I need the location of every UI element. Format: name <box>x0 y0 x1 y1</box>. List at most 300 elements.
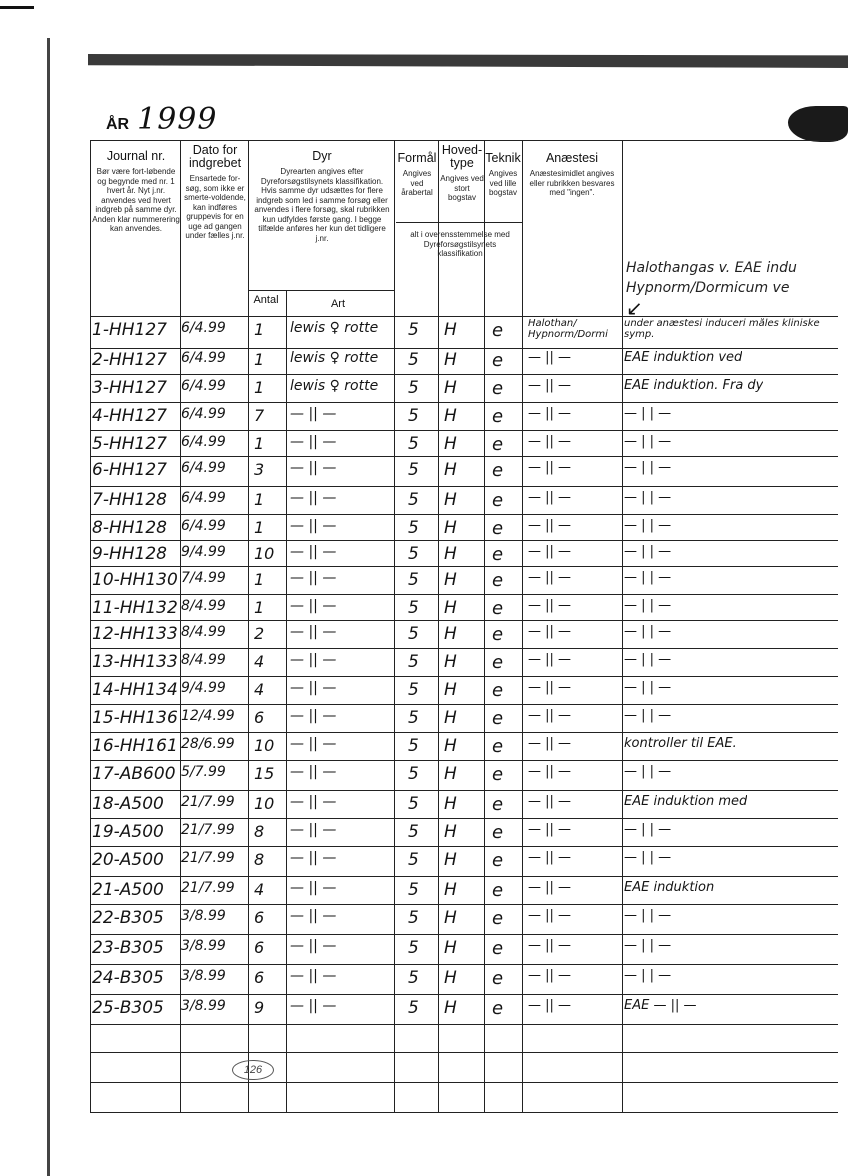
header-teknik-title: Teknik <box>485 151 521 165</box>
technique-code: e <box>492 406 504 427</box>
grid-hline <box>90 876 838 877</box>
species: — || — <box>290 570 337 586</box>
grid-hline <box>90 1112 838 1113</box>
purpose-code: 5 <box>408 764 419 784</box>
header-shared-note <box>400 230 520 259</box>
main-type-code: H <box>444 708 457 728</box>
anaesthesia: — || — <box>528 880 572 895</box>
grid-hline <box>90 704 838 705</box>
main-type-code: H <box>444 938 457 958</box>
grid-hline <box>90 964 838 965</box>
main-type-code: H <box>444 320 457 340</box>
technique-code: e <box>492 822 504 843</box>
header-teknik-desc: Angives ved lille bogstav <box>488 169 518 197</box>
anaesthesia: — || — <box>528 708 572 723</box>
anaesthesia: — || — <box>528 434 572 449</box>
animal-count: 1 <box>254 320 265 339</box>
remark: kontroller til EAE. <box>624 736 737 751</box>
remark: — | | — <box>624 968 672 983</box>
grid-vline <box>522 140 523 1112</box>
header-anaestesi <box>524 152 620 198</box>
total-antal: 126 <box>232 1060 274 1080</box>
animal-count: 1 <box>254 434 265 453</box>
anaesthesia: — || — <box>528 908 572 923</box>
remark: under anæstesi induceri måles kliniske symp. <box>624 318 820 340</box>
remark: — | | — <box>624 434 672 449</box>
species: — || — <box>290 908 337 924</box>
procedure-date: 7/4.99 <box>181 570 226 586</box>
journal-number: 7-HH128 <box>92 490 167 510</box>
grid-hline <box>90 140 838 141</box>
anaesthesia: — || — <box>528 968 572 983</box>
purpose-code: 5 <box>408 406 419 426</box>
procedure-date: 3/8.99 <box>181 908 226 924</box>
grid-hline <box>90 1024 838 1025</box>
journal-number: 23-B305 <box>92 938 164 958</box>
remark: EAE induktion. Fra dy <box>624 378 764 393</box>
remark: EAE induktion med <box>624 794 748 809</box>
animal-count: 1 <box>254 350 265 369</box>
technique-code: e <box>492 850 504 871</box>
animal-count: 1 <box>254 570 265 589</box>
main-type-code: H <box>444 680 457 700</box>
purpose-code: 5 <box>408 460 419 480</box>
procedure-date: 6/4.99 <box>181 378 226 394</box>
remark: — | | — <box>624 908 672 923</box>
species: — || — <box>290 652 337 668</box>
technique-code: e <box>492 938 504 959</box>
technique-code: e <box>492 518 504 539</box>
grid-hline <box>90 566 838 567</box>
main-type-code: H <box>444 460 457 480</box>
remark: — | | — <box>624 406 672 421</box>
anaesthesia: — || — <box>528 544 572 559</box>
purpose-code: 5 <box>408 652 419 672</box>
grid-vline <box>248 140 249 1112</box>
journal-number: 1-HH127 <box>92 320 167 340</box>
remark: — | | — <box>624 518 672 533</box>
animal-count: 6 <box>254 908 265 927</box>
purpose-code: 5 <box>408 544 419 564</box>
header-dyr-title: Dyr <box>312 149 332 163</box>
remark: — | | — <box>624 708 672 723</box>
anaesthesia: — || — <box>528 794 572 809</box>
grid-hline <box>90 402 838 403</box>
header-dyr <box>252 150 392 243</box>
species: — || — <box>290 794 337 810</box>
technique-code: e <box>492 908 504 929</box>
purpose-code: 5 <box>408 794 419 814</box>
scan-page-edge <box>47 38 50 1176</box>
procedure-date: 21/7.99 <box>181 822 235 838</box>
header-shared-note-text: alt i overensstemmelse med Dyreforsøgstilsynets klassifikation <box>410 230 510 258</box>
purpose-code: 5 <box>408 680 419 700</box>
remark-header-note: Halothangas v. EAE indu Hypnorm/Dormicum ve <box>626 260 797 296</box>
main-type-code: H <box>444 794 457 814</box>
procedure-date: 6/4.99 <box>181 490 226 506</box>
procedure-date: 28/6.99 <box>181 736 235 752</box>
anaesthesia: — || — <box>528 764 572 779</box>
technique-code: e <box>492 378 504 399</box>
main-type-code: H <box>444 598 457 618</box>
grid-hline <box>90 760 838 761</box>
species: — || — <box>290 490 337 506</box>
remark: EAE induktion ved <box>624 350 743 365</box>
species: lewis ♀ rotte <box>290 350 379 366</box>
anaesthesia: — || — <box>528 680 572 695</box>
journal-number: 15-HH136 <box>92 708 178 728</box>
grid-vline <box>90 140 91 1112</box>
animal-count: 10 <box>254 544 275 563</box>
header-formal-desc: Angives ved årabertal <box>401 169 433 197</box>
procedure-date: 6/4.99 <box>181 434 226 450</box>
species: — || — <box>290 822 337 838</box>
procedure-date: 3/8.99 <box>181 968 226 984</box>
header-dato-title: Dato for indgrebet <box>188 143 242 170</box>
journal-number: 20-A500 <box>92 850 164 870</box>
remark: EAE induktion <box>624 880 715 895</box>
animal-count: 10 <box>254 736 275 755</box>
grid-vline <box>622 140 623 1112</box>
procedure-date: 5/7.99 <box>181 764 226 780</box>
journal-number: 11-HH132 <box>92 598 178 618</box>
journal-number: 14-HH134 <box>92 680 178 700</box>
procedure-date: 21/7.99 <box>181 880 235 896</box>
purpose-code: 5 <box>408 968 419 988</box>
header-dyr-desc: Dyrearten angives efter Dyreforsøgstilsynets klassifikation. Hvis samme dyr udsættes for flere indgreb som led i samme forsøg eller anvendes i flere forsøg, skal rubrikken kun udfyldes første gang. I begge tilfælde anføres her kun det tidligere j.nr. <box>254 167 390 243</box>
remark: — | | — <box>624 490 672 505</box>
main-type-code: H <box>444 518 457 538</box>
grid-hline <box>90 846 838 847</box>
grid-hline <box>90 456 838 457</box>
header-journal <box>92 150 180 234</box>
procedure-date: 6/4.99 <box>181 518 226 534</box>
procedure-date: 21/7.99 <box>181 850 235 866</box>
purpose-code: 5 <box>408 570 419 590</box>
main-type-code: H <box>444 490 457 510</box>
header-antal: Antal <box>253 294 279 306</box>
anaesthesia: — || — <box>528 350 572 365</box>
anaesthesia: Halothan/ Hypnorm/Dormi <box>528 318 608 340</box>
grid-vline <box>286 290 287 1112</box>
main-type-code: H <box>444 908 457 928</box>
header-journal-title: Journal nr. <box>106 149 166 163</box>
grid-hline <box>90 316 838 317</box>
procedure-date: 12/4.99 <box>181 708 235 724</box>
procedure-date: 6/4.99 <box>181 460 226 476</box>
purpose-code: 5 <box>408 598 419 618</box>
animal-count: 2 <box>254 624 265 643</box>
technique-code: e <box>492 320 504 341</box>
grid-hline <box>90 348 838 349</box>
animal-count: 8 <box>254 850 265 869</box>
remark: — | | — <box>624 822 672 837</box>
animal-count: 7 <box>254 406 265 425</box>
animal-count: 4 <box>254 680 265 699</box>
journal-number: 3-HH127 <box>92 378 167 398</box>
technique-code: e <box>492 350 504 371</box>
main-type-code: H <box>444 736 457 756</box>
species: — || — <box>290 736 337 752</box>
procedure-date: 3/8.99 <box>181 998 226 1014</box>
remark: — | | — <box>624 570 672 585</box>
remark: EAE — || — <box>624 998 697 1013</box>
technique-code: e <box>492 624 504 645</box>
grid-hline <box>90 1082 838 1083</box>
procedure-date: 9/4.99 <box>181 544 226 560</box>
journal-number: 13-HH133 <box>92 652 178 672</box>
animal-count: 1 <box>254 490 265 509</box>
header-journal-desc: Bør være fort-løbende og begynde med nr. 1 hvert år. Nyt j.nr. anvendes ved hvert indgreb på samme dyr. Anden klar nummerering kan anvendes. <box>92 167 180 233</box>
animal-count: 4 <box>254 880 265 899</box>
main-type-code: H <box>444 378 457 398</box>
technique-code: e <box>492 652 504 673</box>
header-formal <box>396 152 438 198</box>
header-art: Art <box>330 298 346 310</box>
anaesthesia: — || — <box>528 850 572 865</box>
animal-count: 3 <box>254 460 265 479</box>
main-type-code: H <box>444 764 457 784</box>
purpose-code: 5 <box>408 490 419 510</box>
species: lewis ♀ rotte <box>290 378 379 394</box>
header-hovedtype-title: Hoved-type <box>441 143 483 170</box>
technique-code: e <box>492 764 504 785</box>
header-dato-desc: Ensartede for-søg, som ikke er smerte-voldende, kan indføres gruppevis for en uge ad gangen under fælles j.nr. <box>184 174 246 240</box>
animal-count: 6 <box>254 938 265 957</box>
journal-number: 19-A500 <box>92 822 164 842</box>
journal-number: 21-A500 <box>92 880 164 900</box>
species: — || — <box>290 850 337 866</box>
grid-hline <box>90 430 838 431</box>
anaesthesia: — || — <box>528 490 572 505</box>
procedure-date: 6/4.99 <box>181 320 226 336</box>
purpose-code: 5 <box>408 850 419 870</box>
scan-corner-mark <box>0 6 34 9</box>
grid-hline <box>90 1052 838 1053</box>
species: — || — <box>290 880 337 896</box>
anaesthesia: — || — <box>528 822 572 837</box>
animal-count: 8 <box>254 822 265 841</box>
header-dato <box>182 144 248 241</box>
species: — || — <box>290 434 337 450</box>
journal-number: 6-HH127 <box>92 460 167 480</box>
technique-code: e <box>492 598 504 619</box>
journal-number: 24-B305 <box>92 968 164 988</box>
technique-code: e <box>492 998 504 1019</box>
header-anaestesi-title: Anæstesi <box>545 151 599 165</box>
animal-count: 6 <box>254 708 265 727</box>
journal-number: 18-A500 <box>92 794 164 814</box>
header-hovedtype <box>440 144 484 203</box>
year-label: ÅR <box>106 116 130 133</box>
species: — || — <box>290 406 337 422</box>
grid-vline <box>394 140 395 1112</box>
animal-count: 10 <box>254 794 275 813</box>
journal-number: 16-HH161 <box>92 736 178 756</box>
header-anaestesi-desc: Anæstesimidlet angives eller rubrikken besvares med "ingen". <box>529 169 615 197</box>
species: — || — <box>290 708 337 724</box>
technique-code: e <box>492 490 504 511</box>
technique-code: e <box>492 708 504 729</box>
main-type-code: H <box>444 822 457 842</box>
purpose-code: 5 <box>408 350 419 370</box>
species: — || — <box>290 518 337 534</box>
purpose-code: 5 <box>408 434 419 454</box>
grid-hline <box>90 676 838 677</box>
procedure-date: 8/4.99 <box>181 624 226 640</box>
grid-subheader-line <box>396 222 522 223</box>
journal-number: 5-HH127 <box>92 434 167 454</box>
main-type-code: H <box>444 968 457 988</box>
animal-count: 9 <box>254 998 265 1017</box>
journal-number: 8-HH128 <box>92 518 167 538</box>
remark: — | | — <box>624 624 672 639</box>
journal-number: 9-HH128 <box>92 544 167 564</box>
anaesthesia: — || — <box>528 598 572 613</box>
species: — || — <box>290 598 337 614</box>
technique-code: e <box>492 794 504 815</box>
grid-hline <box>90 994 838 995</box>
grid-hline <box>90 790 838 791</box>
grid-hline <box>90 648 838 649</box>
header-teknik <box>484 152 522 198</box>
purpose-code: 5 <box>408 880 419 900</box>
purpose-code: 5 <box>408 908 419 928</box>
main-type-code: H <box>444 624 457 644</box>
purpose-code: 5 <box>408 998 419 1018</box>
anaesthesia: — || — <box>528 460 572 475</box>
species: — || — <box>290 998 337 1014</box>
technique-code: e <box>492 434 504 455</box>
binding-strip <box>88 54 848 68</box>
grid-hline <box>90 904 838 905</box>
anaesthesia: — || — <box>528 570 572 585</box>
grid-hline <box>90 594 838 595</box>
header-hovedtype-desc: Angives ved stort bogstav <box>440 174 484 202</box>
purpose-code: 5 <box>408 822 419 842</box>
main-type-code: H <box>444 434 457 454</box>
main-type-code: H <box>444 880 457 900</box>
species: — || — <box>290 680 337 696</box>
purpose-code: 5 <box>408 320 419 340</box>
species: — || — <box>290 544 337 560</box>
arrow-mark: ↙ <box>626 298 643 320</box>
journal-number: 4-HH127 <box>92 406 167 426</box>
grid-hline <box>90 486 838 487</box>
procedure-date: 6/4.99 <box>181 350 226 366</box>
technique-code: e <box>492 880 504 901</box>
animal-count: 6 <box>254 968 265 987</box>
grid-vline <box>438 140 439 1112</box>
purpose-code: 5 <box>408 378 419 398</box>
animal-count: 1 <box>254 518 265 537</box>
grid-hline <box>90 732 838 733</box>
technique-code: e <box>492 460 504 481</box>
technique-code: e <box>492 570 504 591</box>
technique-code: e <box>492 736 504 757</box>
grid-hline <box>90 818 838 819</box>
procedure-date: 3/8.99 <box>181 938 226 954</box>
remark: — | | — <box>624 680 672 695</box>
technique-code: e <box>492 968 504 989</box>
remark: — | | — <box>624 764 672 779</box>
procedure-date: 8/4.99 <box>181 598 226 614</box>
main-type-code: H <box>444 652 457 672</box>
remark: — | | — <box>624 460 672 475</box>
remark: — | | — <box>624 850 672 865</box>
technique-code: e <box>492 680 504 701</box>
procedure-date: 9/4.99 <box>181 680 226 696</box>
species: — || — <box>290 764 337 780</box>
purpose-code: 5 <box>408 624 419 644</box>
grid-antal-line <box>248 290 394 291</box>
grid-hline <box>90 620 838 621</box>
animal-count: 1 <box>254 378 265 397</box>
anaesthesia: — || — <box>528 624 572 639</box>
purpose-code: 5 <box>408 708 419 728</box>
main-type-code: H <box>444 406 457 426</box>
grid-hline <box>90 514 838 515</box>
species: — || — <box>290 624 337 640</box>
grid-hline <box>90 934 838 935</box>
remark: — | | — <box>624 938 672 953</box>
main-type-code: H <box>444 544 457 564</box>
purpose-code: 5 <box>408 518 419 538</box>
procedure-date: 6/4.99 <box>181 406 226 422</box>
species: — || — <box>290 938 337 954</box>
purpose-code: 5 <box>408 938 419 958</box>
anaesthesia: — || — <box>528 518 572 533</box>
grid-hline <box>90 540 838 541</box>
remark: — | | — <box>624 598 672 613</box>
procedure-date: 21/7.99 <box>181 794 235 810</box>
procedure-date: 8/4.99 <box>181 652 226 668</box>
purpose-code: 5 <box>408 736 419 756</box>
grid-hline <box>90 374 838 375</box>
anaesthesia: — || — <box>528 998 572 1013</box>
journal-number: 12-HH133 <box>92 624 178 644</box>
remark: — | | — <box>624 652 672 667</box>
year-value: 1999 <box>137 102 218 137</box>
main-type-code: H <box>444 350 457 370</box>
animal-count: 1 <box>254 598 265 617</box>
grid-vline <box>484 140 485 1112</box>
animal-count: 15 <box>254 764 275 783</box>
anaesthesia: — || — <box>528 378 572 393</box>
year-heading <box>106 102 217 137</box>
species: — || — <box>290 968 337 984</box>
anaesthesia: — || — <box>528 736 572 751</box>
anaesthesia: — || — <box>528 938 572 953</box>
journal-number: 17-AB600 <box>92 764 176 784</box>
remark: — | | — <box>624 544 672 559</box>
header-formal-title: Formål <box>397 151 437 165</box>
main-type-code: H <box>444 570 457 590</box>
journal-number: 2-HH127 <box>92 350 167 370</box>
main-type-code: H <box>444 998 457 1018</box>
anaesthesia: — || — <box>528 406 572 421</box>
journal-number: 22-B305 <box>92 908 164 928</box>
animal-count: 4 <box>254 652 265 671</box>
journal-number: 25-B305 <box>92 998 164 1018</box>
anaesthesia: — || — <box>528 652 572 667</box>
ink-blot <box>788 106 848 142</box>
technique-code: e <box>492 544 504 565</box>
species: lewis ♀ rotte <box>290 320 379 336</box>
species: — || — <box>290 460 337 476</box>
main-type-code: H <box>444 850 457 870</box>
journal-number: 10-HH130 <box>92 570 178 590</box>
